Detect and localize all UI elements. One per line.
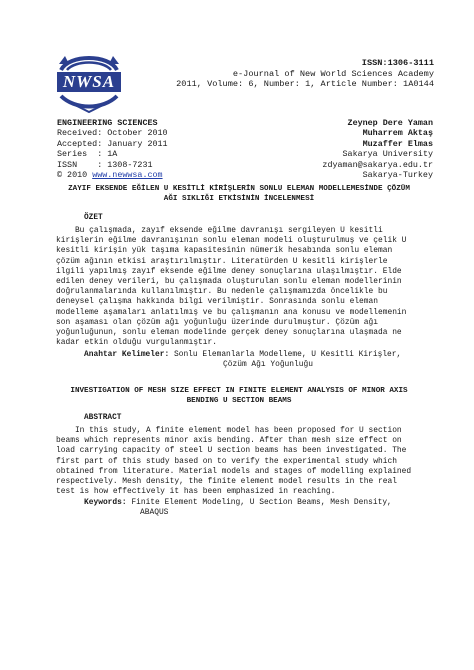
email: zdyaman@sakarya.edu.tr [322,159,433,170]
english-abstract-line: test is how effectively it has been emphasized in reaching. [56,487,336,497]
author-block [322,118,433,180]
turkish-abstract-line: edilen deney verileri, bu çalışmada oluşturulan sonlu eleman modellerinin [56,277,402,287]
turkish-abstract-line: Bu çalışmada, zayıf eksende eğilme davranışı sergileyen U kesitli [56,226,383,235]
author-2: Muharrem Aktaş [362,128,433,139]
section-name: ENGINEERING SCIENCES [57,118,158,128]
university: Sakarya University [342,149,433,160]
turkish-title-line2: AĞI SIKLIĞI ETKİSİNİN İNCELENMESİ [163,195,315,203]
series: Series : 1A [57,149,118,160]
ozet-heading: ÖZET [84,214,103,222]
english-abstract-line: In this study, A finite element model has been proposed for U section [56,426,402,435]
website-link[interactable]: www.newwsa.com [92,170,163,181]
english-abstract-line: respectively. Mesh density, the finite element model results in the real [56,477,397,487]
turkish-abstract-line: çözüm ağının etkisi araştırılmıştır. Literatürden U kesitli kirişlerle [56,256,388,266]
english-keywords-line1: Finite Element Modeling, U Section Beams, Mesh Density, [126,498,392,507]
turkish-keywords-line2: Çözüm Ağı Yoğunluğu [223,360,313,370]
english-abstract-line: beams which represents minor axis bending. After than mesh size effect on [56,436,402,446]
turkish-abstract-line: son aşaması olan çözüm ağı yoğunluğu üzerinde durulmuştur. Çözüm ağı [56,317,378,327]
english-keywords-line2: ABAQUS [140,508,169,518]
volume-line: 2011, Volume: 6, Number: 1, Article Number: 1A0144 [176,79,434,90]
english-abstract [56,426,422,497]
turkish-abstract-line: kadar etkin olduğu vurgulanmıştır. [56,338,217,348]
journal-header [176,58,434,90]
turkish-title-line1: ZAYIF EKSENDE EĞİLEN U KESİTLİ KİRİŞLERİN SONLU ELEMAN MODELLEMESİNDE ÇÖZÜM [68,185,410,193]
english-title-line1: INVESTIGATION OF MESH SIZE EFFECT IN FINITE ELEMENT ANALYSIS OF MINOR AXIS [70,387,408,395]
received-date: Received: October 2010 [57,128,168,139]
english-keywords-label: Keywords: [84,498,127,507]
english-title [56,386,422,406]
english-abstract-line: obtained from literature. Material models and stages of modelling explained [56,466,412,476]
issn-online: ISSN : 1308-7231 [57,159,153,170]
turkish-abstract-line: ilgili yapılmış zayıf eksende eğilme deney sonuçlarına ulaşılmıştır. Elde [56,266,402,276]
abstract-heading: ABSTRACT [84,414,122,422]
turkish-abstract-line: doğrulanmalarında kullanılmıştır. Bu nedenle çalışmamızda öncelikle bu [56,287,388,297]
turkish-abstract-line: kesitli kirişin yük taşıma kapasitesinin nümerik hesabında sonlu eleman [56,246,393,256]
article-meta [57,118,168,180]
copyright [57,170,168,180]
copyright-text: © 2010 [57,170,93,181]
turkish-abstract [56,226,422,348]
turkish-keywords-label: Anahtar Kelimeler: [84,350,170,359]
accepted-date: Accepted: January 2011 [57,138,168,149]
turkish-abstract-line: kirişlerin eğilme davranışının sonlu eleman modeli oluşturulmuş ve çelik U [56,236,407,246]
english-keywords [84,498,392,518]
turkish-keywords-line1: Sonlu Elemanlarla Modelleme, U Kesitli Kirişler, [169,350,402,359]
location: Sakarya-Turkey [362,170,433,181]
issn-header: ISSN:1306-3111 [361,58,434,68]
turkish-abstract-line: deneysel çalışma hakkında bilgi verilmiştir. Sonrasında sonlu eleman [56,297,378,307]
turkish-abstract-line: modelleme aşamaları anlatılmış ve bu çalışmanın ana konusu ve modellemenin [56,307,407,317]
nwsa-logo-text: NWSA [62,72,116,91]
english-abstract-line: load carrying capacity of steel U section beams has been investigated. The [56,446,407,456]
nwsa-logo [55,50,123,116]
author-1: Zeynep Dere Yaman [347,118,433,128]
journal-name: e-Journal of New World Sciences Academy [232,68,434,79]
english-title-line2: BENDING U SECTION BEAMS [186,397,292,405]
turkish-keywords [84,350,401,370]
author-3: Muzaffer Elmas [362,138,433,149]
english-abstract-line: first part of this study based on to verify the experimental study which [56,456,397,466]
turkish-title [56,184,422,204]
turkish-abstract-line: yoğunluğunun, sonlu eleman modelinde gerçek deney sonuçlarına ulaşmada ne [56,328,402,338]
